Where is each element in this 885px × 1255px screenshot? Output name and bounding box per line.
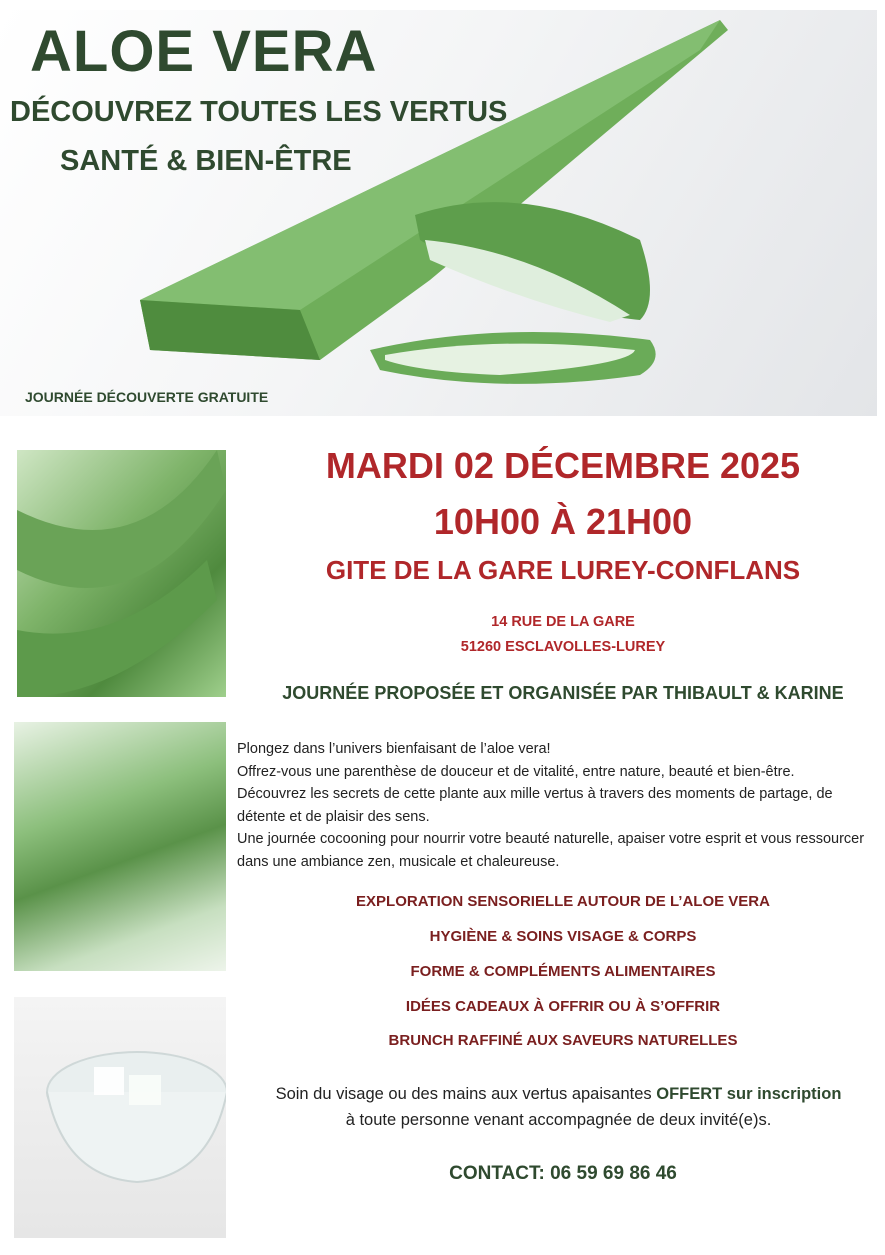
organizers: JOURNÉE PROPOSÉE ET ORGANISÉE PAR THIBAULT & KARINE bbox=[282, 683, 844, 703]
aloe-gel-slices-photo bbox=[14, 722, 226, 971]
activity-item: EXPLORATION SENSORIELLE AUTOUR DE L’ALOE VERA bbox=[356, 893, 770, 910]
description bbox=[237, 738, 877, 873]
offer-condition: à toute personne venant accompagnée de deux invité(e)s. bbox=[345, 1111, 772, 1129]
activity-item: BRUNCH RAFFINÉ AUX SAVEURS NATURELLES bbox=[388, 1032, 738, 1049]
activity-item: FORME & COMPLÉMENTS ALIMENTAIRES bbox=[410, 963, 716, 980]
description-line: Une journée cocooning pour nourrir votre beauté naturelle, apaiser votre esprit et vous ressourcer dans une ambiance zen, musicale et chaleureuse. bbox=[237, 831, 865, 870]
event-date: MARDI 02 DÉCEMBRE 2025 bbox=[325, 445, 801, 486]
event-time: 10H00 À 21H00 bbox=[433, 501, 693, 542]
activity-item: IDÉES CADEAUX À OFFRIR OU À S’OFFRIR bbox=[405, 998, 721, 1015]
address-line2: 51260 ESCLAVOLLES-LUREY bbox=[460, 639, 666, 655]
address-line1: 14 RUE DE LA GARE bbox=[491, 614, 635, 630]
offer-text: Soin du visage ou des mains aux vertus apaisantes bbox=[275, 1085, 657, 1103]
aloe-gel-bowl-photo bbox=[14, 997, 226, 1238]
description-line: Offrez-vous une parenthèse de douceur et de vitalité, entre nature, beauté et bien-être. bbox=[237, 763, 795, 780]
page-title: ALOE VERA bbox=[30, 19, 378, 84]
description-line: Découvrez les secrets de cette plante aux mille vertus à travers des moments de partage, de détente et de plaisir des sens. bbox=[237, 786, 833, 825]
subtitle-line1: DÉCOUVREZ TOUTES LES VERTUS bbox=[10, 96, 508, 128]
event-venue: GITE DE LA GARE LUREY-CONFLANS bbox=[325, 555, 801, 585]
offer bbox=[236, 1081, 881, 1133]
aloe-plant-photo bbox=[17, 450, 226, 697]
description-line: Plongez dans l’univers bienfaisant de l’aloe vera! bbox=[237, 741, 551, 757]
tagline: JOURNÉE DÉCOUVERTE GRATUITE bbox=[25, 389, 269, 405]
offer-highlight: OFFERT sur inscription bbox=[656, 1085, 842, 1103]
contact-phone: CONTACT: 06 59 69 86 46 bbox=[449, 1163, 677, 1184]
activity-item: HYGIÈNE & SOINS VISAGE & CORPS bbox=[429, 928, 697, 945]
subtitle-line2: SANTÉ & BIEN-ÊTRE bbox=[60, 145, 352, 177]
